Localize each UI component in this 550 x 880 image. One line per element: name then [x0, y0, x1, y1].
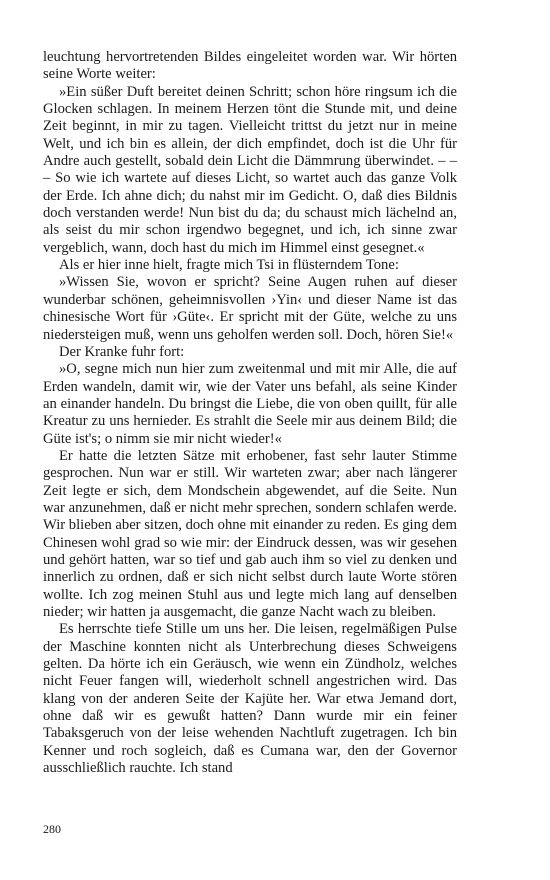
page-number: 280	[43, 822, 61, 836]
paragraph-tsi-intro: Als er hier inne hielt, fragte mich Tsi in flüsterndem Tone:	[59, 257, 399, 274]
paragraph-kranke-fuhr-fort: Der Kranke fuhr fort:	[59, 343, 185, 360]
paragraph-narration-2: Es herrschte tiefe Stille um uns her. Die leisen, regelmäßigen Pulse der Maschine konnten nicht als Unterbrechung dieses Schweigens gelten. Da hörte ich ein Geräusch, wie wenn ein Zündholz, welches nicht Feuer fangen will, wiederholt schnell angestrichen wird. Das klang von der anderen Seite der Kajüte her. War etwa Jemand dort, ohne daß wir es gewußt hatten? Dann wurde mir ein feiner Tabaksgeruch von der leise wehenden Nachtluft zugetragen. Ich bin Kenner und roch sogleich, daß es Cumana war, den der Governor ausschließlich rauchte. Ich stand	[43, 621, 457, 777]
paragraph-quote-1: »Ein süßer Duft bereitet deinen Schritt; schon höre ringsum ich die Glocken schlagen. In meinem Herzen tönt die Stunde mit, und deine Zeit beginnt, in mir zu tagen. Vielleicht trittst du jetzt nur in meine Welt, und ich bin es allein, der dich empfindet, doch ist die Uhr für Andre auch gestellt, sobald dein Licht die Dämmrung überwindet. – – – So wie ich wartete auf dieses Licht, so wartet auch das ganze Volk der Erde. Ich ahne dich; du nahst mir im Gedicht. O, daß dies Bildnis doch verstanden werde! Nun bist du da; du schaust mich lächelnd an, als seist du mir schon irgendwo begegnet, und ich, ich sinne zwar vergeblich, wann, doch hast du mich im Himmel einst gesegnet.«	[43, 83, 457, 256]
page-body	[43, 49, 457, 777]
paragraph-continuation: leuchtung hervortretenden Bildes eingeleitet worden war. Wir hörten seine Worte weiter:	[43, 49, 457, 83]
paragraph-tsi-speech: »Wissen Sie, wovon er spricht? Seine Augen ruhen auf dieser wunderbar schönen, geheimnisvollen ›Yin‹ und dieser Name ist das chinesische Wort für ›Güte‹. Er spricht mit der Güte, welche zu uns niedersteigen muß, wenn uns geholfen werden soll. Doch, hören Sie!«	[43, 274, 457, 343]
paragraph-quote-2: »O, segne mich nun hier zum zweitenmal und mit mir Alle, die auf Erden wandeln, damit wir, wie der Vater uns befahl, als seine Kinder an einander handeln. Du bringst die Liebe, die von oben quillt, für alle Kreatur zu uns hernieder. Es strahlt die Seele mir aus deinem Bild; die Güte ist's; o nimm sie mir nicht wieder!«	[43, 361, 457, 447]
paragraph-narration-1: Er hatte die letzten Sätze mit erhobener, fast sehr lauter Stimme gesprochen. Nun war er still. Wir warteten zwar; aber nach längerer Zeit legte er sich, dem Mondschein abgewendet, auf die Seite. Nun war anzunehmen, daß er nicht mehr sprechen, sondern schlafen werde. Wir blieben aber sitzen, doch ohne mit einander zu reden. Es ging dem Chinesen wohl grad so wie mir: der Eindruck dessen, was wir gesehen und gehört hatten, war so tief und gab auch ihm so viel zu denken und innerlich zu ordnen, daß er sich nicht selbst durch laute Worte stören wollte. Ich zog meinen Stuhl aus und legte mich lang auf denselben nieder; wir hatten ja ausgemacht, die ganze Nacht wach zu bleiben.	[43, 447, 457, 620]
